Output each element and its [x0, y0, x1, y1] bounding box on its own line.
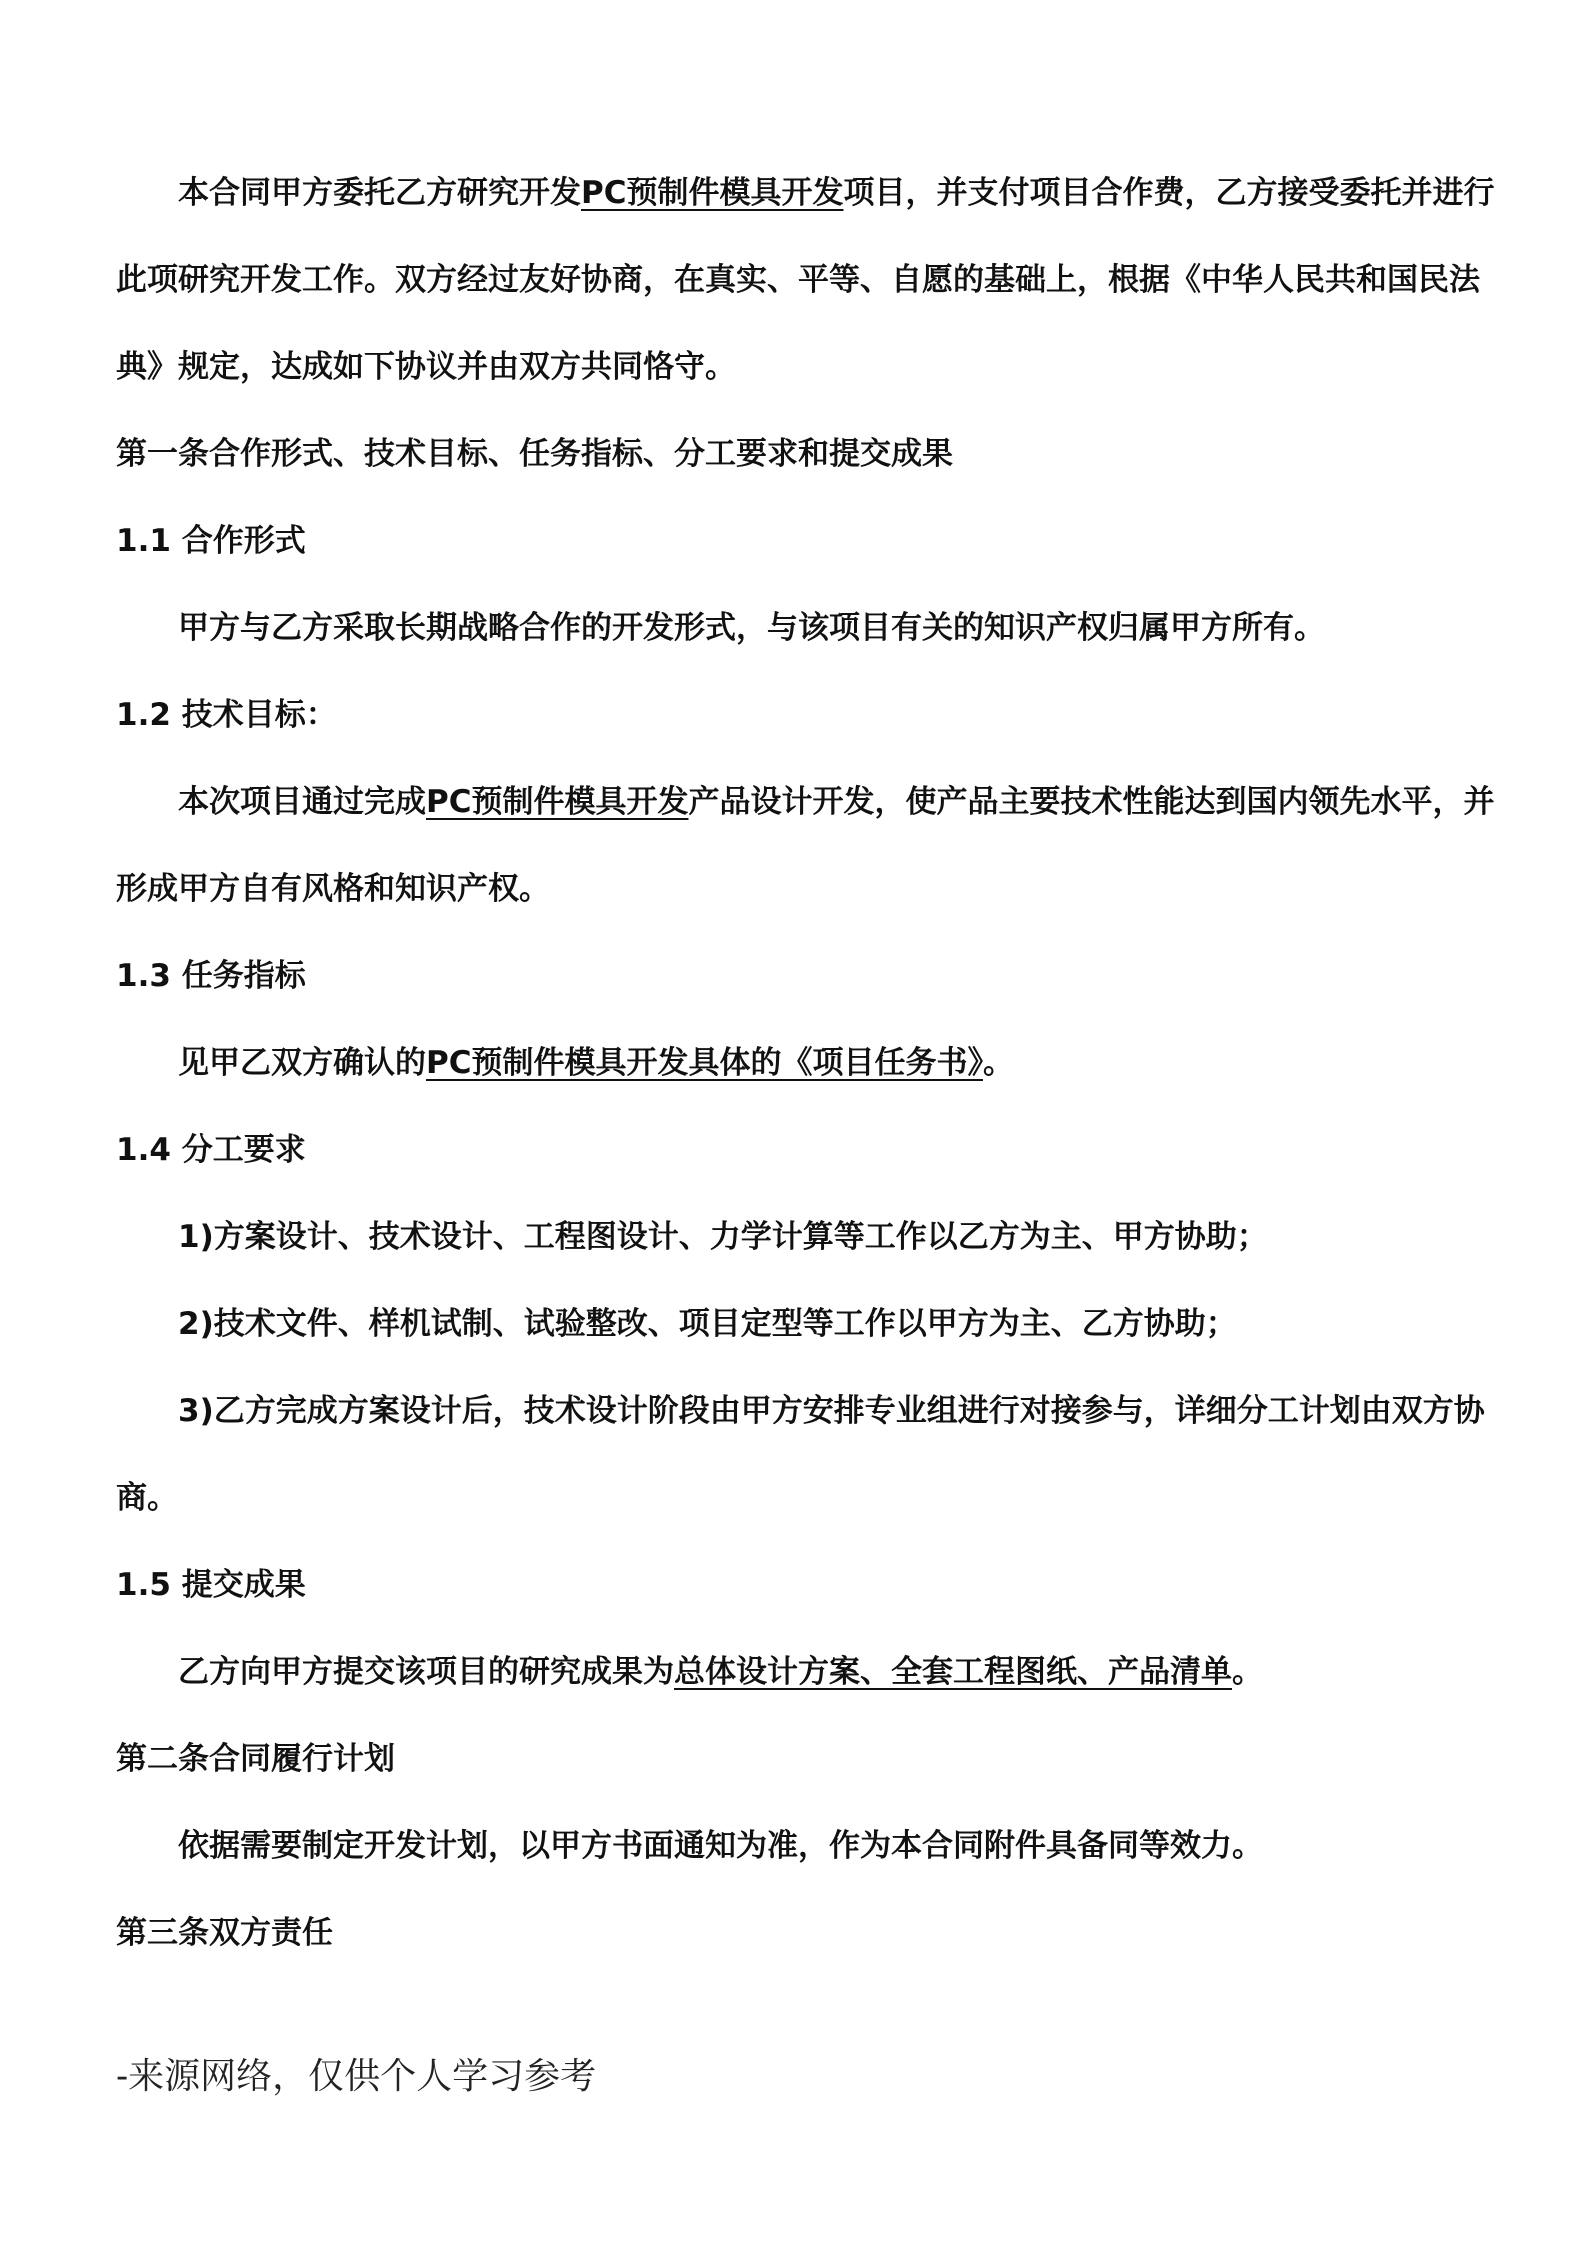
article-2-text: 依据需要制定开发计划，以甲方书面通知为准，作为本合同附件具备同等效力。 — [178, 1828, 1263, 1864]
section-1-2-line-2: 形成甲方自有风格和知识产权。 — [116, 871, 550, 907]
section-text: 乙方向甲方提交该项目的研究成果为 — [178, 1654, 674, 1690]
section-text: 。 — [1232, 1654, 1263, 1690]
intro-text: 本合同甲方委托乙方研究开发 — [178, 175, 581, 211]
division-item-1: 1)方案设计、技术设计、工程图设计、力学计算等工作以乙方为主、甲方协助； — [178, 1219, 1268, 1255]
intro-line-3: 典》规定，达成如下协议并由双方共同恪守。 — [116, 349, 736, 385]
project-name-underlined: PC预制件模具开发 — [426, 784, 689, 820]
section-1-4-title: 1.4 分工要求 — [116, 1132, 306, 1168]
section-1-3-text — [116, 1020, 1492, 1107]
intro-line-2: 此项研究开发工作。双方经过友好协商，在真实、平等、自愿的基础上，根据《中华人民共和国民法 — [116, 262, 1480, 298]
section-text: 产品设计开发，使产品主要技术性能达到国内领先水平，并 — [688, 784, 1495, 820]
section-1-2-title: 1.2 技术目标： — [116, 697, 337, 733]
section-1-1-text: 甲方与乙方采取长期战略合作的开发形式，与该项目有关的知识产权归属甲方所有。 — [178, 610, 1325, 646]
section-text: 见甲乙双方确认的 — [178, 1045, 426, 1081]
division-item-3: 3)乙方完成方案设计后，技术设计阶段由甲方安排专业组进行对接参与，详细分工计划由双方协 — [178, 1393, 1485, 1429]
section-1-2-line-1 — [116, 759, 1495, 846]
section-1-1-title: 1.1 合作形式 — [116, 523, 306, 559]
division-item-3-cont: 商。 — [116, 1480, 178, 1516]
intro-text: 项目，并支付项目合作费，乙方接受委托并进行 — [843, 175, 1495, 211]
section-text: 。 — [982, 1045, 1014, 1081]
project-name-underlined: PC预制件模具开发 — [581, 175, 844, 211]
task-book-underlined: PC预制件模具开发具体的《项目任务书》 — [426, 1045, 983, 1081]
deliverables-underlined: 总体设计方案、全套工程图纸、产品清单 — [674, 1654, 1232, 1690]
section-text: 本次项目通过完成 — [178, 784, 426, 820]
division-item-2: 2)技术文件、样机试制、试验整改、项目定型等工作以甲方为主、乙方协助； — [178, 1306, 1237, 1342]
section-1-3-title: 1.3 任务指标 — [116, 958, 306, 994]
intro-line-1 — [116, 150, 1495, 237]
article-2-title: 第二条合同履行计划 — [116, 1741, 395, 1777]
section-1-5-title: 1.5 提交成果 — [116, 1567, 306, 1603]
source-note: -来源网络，仅供个人学习参考 — [116, 2056, 597, 2097]
article-3-title: 第三条双方责任 — [116, 1915, 333, 1951]
section-1-5-text — [116, 1629, 1492, 1716]
document-body — [116, 150, 1495, 1977]
article-1-title: 第一条合作形式、技术目标、任务指标、分工要求和提交成果 — [116, 436, 953, 472]
